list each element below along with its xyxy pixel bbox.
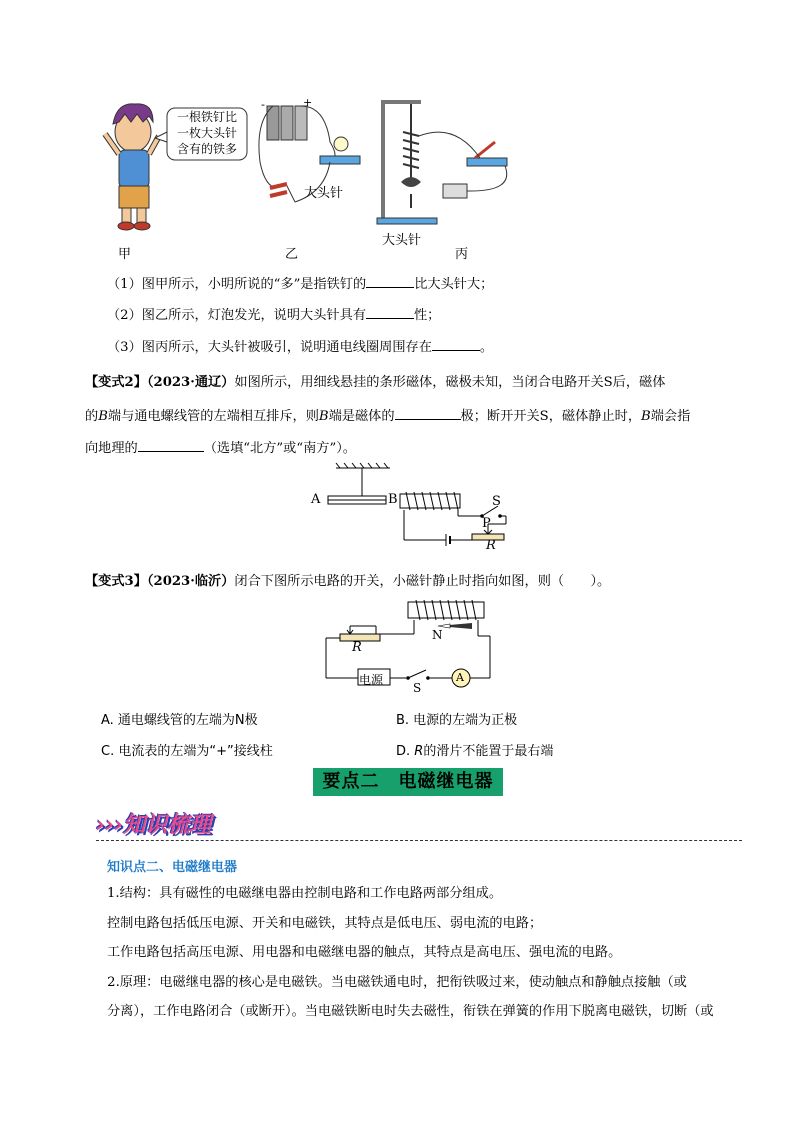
variant-text: 极；断开开关S，磁体静止时，	[460, 409, 642, 424]
speech-line: 含有的铁多	[176, 142, 237, 156]
battery-plus-label: +	[303, 96, 313, 109]
variant-text: 闭合下图所示电路的开关，小磁针静止时指向如图，则（ ）。	[234, 574, 611, 589]
variant3-figure	[320, 596, 510, 688]
answer-blank[interactable]	[395, 407, 461, 420]
answer-blank[interactable]	[366, 306, 414, 319]
variant2-line-3	[85, 437, 356, 456]
variant2-figure	[310, 462, 520, 546]
variant-symbol: B	[641, 409, 651, 424]
speech-line: 一枚大头针	[176, 126, 237, 140]
variant-text: 向地理的	[85, 441, 138, 456]
caption-jia: 甲	[118, 247, 132, 262]
choice-text: D.	[396, 744, 415, 759]
question-line-3	[107, 336, 493, 355]
variant2-line-2	[85, 405, 690, 424]
variant-text: （选填“北方”或“南方”）。	[203, 441, 356, 456]
variant-source: （2023·临沂）	[146, 574, 235, 589]
para-5: 分离），工作电路闭合（或断开）。当电磁铁断电时失去磁性，衔铁在弹簧的作用下脱离电磁铁，切断（或	[107, 1004, 714, 1019]
knowledge-subtitle: 知识点二、电磁继电器	[107, 860, 238, 875]
q-text: 。	[479, 340, 494, 355]
figure-jia-yi-bing	[95, 92, 535, 260]
variant-text: 端是磁体的	[328, 409, 395, 424]
caption-yi: 乙	[285, 247, 299, 262]
para-4: 2.原理：电磁继电器的核心是电磁铁。当电磁铁通电时，把衔铁吸过来，使动触点和静触点接触（或	[94, 975, 687, 990]
fig3-label-A: A	[456, 671, 464, 684]
caption-bing: 丙	[455, 247, 469, 262]
q-text: 比大头针大；	[414, 277, 494, 292]
answer-blank[interactable]	[432, 338, 480, 351]
para-2: 控制电路包括低压电源、开关和电磁铁，其特点是低电压、弱电流的电路；	[107, 916, 543, 931]
variant-tag: 【变式3】	[85, 574, 147, 589]
choice-C[interactable]: C. 电流表的左端为“+”接线柱	[101, 744, 273, 759]
knowledge-title: ›››知识梳理	[96, 813, 212, 838]
battery-minus-label: -	[261, 98, 265, 111]
question-line-1	[107, 273, 493, 292]
fig2-label-R: R	[486, 538, 496, 553]
answer-blank[interactable]	[366, 275, 414, 288]
speech-text	[171, 109, 243, 157]
variant-text: 端会指	[650, 409, 691, 424]
pin-label-bing: 大头针	[382, 233, 422, 248]
fig2-label-P: P	[482, 516, 491, 531]
pin-label-yi: 大头针	[304, 186, 344, 201]
choice-A[interactable]: A. 通电螺线管的左端为N极	[101, 713, 258, 728]
variant-text: 端与通电螺线管的左端相互排斥，则	[107, 409, 319, 424]
q-text: （2）图乙所示，灯泡发光，说明大头针具有	[107, 308, 366, 323]
q-text: （1）图甲所示，小明所说的“多”是指铁钉的	[107, 277, 367, 292]
divider	[96, 840, 742, 841]
fig3-label-source: 电源	[359, 673, 384, 687]
speech-line: 一根铁钉比	[176, 110, 237, 124]
variant-symbol: B	[98, 409, 108, 424]
fig3-label-S: S	[413, 681, 422, 695]
para-3: 工作电路包括高压电源、用电器和电磁继电器的触点，其特点是高电压、强电流的电路。	[107, 945, 622, 960]
para-1: 1.结构：具有磁性的电磁继电器由控制电路和工作电路两部分组成。	[107, 886, 503, 901]
q-text: （3）图丙所示，大头针被吸引，说明通电线圈周围存在	[107, 340, 432, 355]
answer-blank[interactable]	[138, 439, 204, 452]
choice-B[interactable]: B. 电源的左端为正极	[396, 713, 518, 728]
choice-D[interactable]	[396, 740, 553, 759]
variant-source: （2023·通辽）	[146, 375, 235, 390]
variant-symbol: B	[318, 409, 329, 424]
fig2-label-S: S	[492, 494, 501, 509]
variant-tag: 【变式2】	[85, 375, 147, 390]
variant-text: 的	[85, 409, 99, 424]
variant-text: 如图所示，用细线悬挂的条形磁体，磁极未知，当闭合电路开关S后，磁体	[234, 375, 666, 390]
question-line-2	[107, 304, 440, 323]
variant3-line	[85, 570, 610, 589]
fig2-label-A: A	[311, 492, 321, 507]
section-heading: 要点二 电磁继电器	[313, 768, 503, 796]
variant2-line-1	[85, 371, 665, 390]
choice-symbol: R	[414, 744, 424, 759]
boy-illustration	[105, 104, 159, 230]
q-text: 性；	[413, 308, 441, 323]
choice-text: 的滑片不能置于最右端	[423, 744, 554, 759]
fig3-label-N: N	[432, 628, 443, 642]
fig2-label-B: B	[388, 492, 398, 507]
fig3-label-R: R	[352, 640, 362, 655]
coil-stand-circuit	[377, 100, 507, 224]
